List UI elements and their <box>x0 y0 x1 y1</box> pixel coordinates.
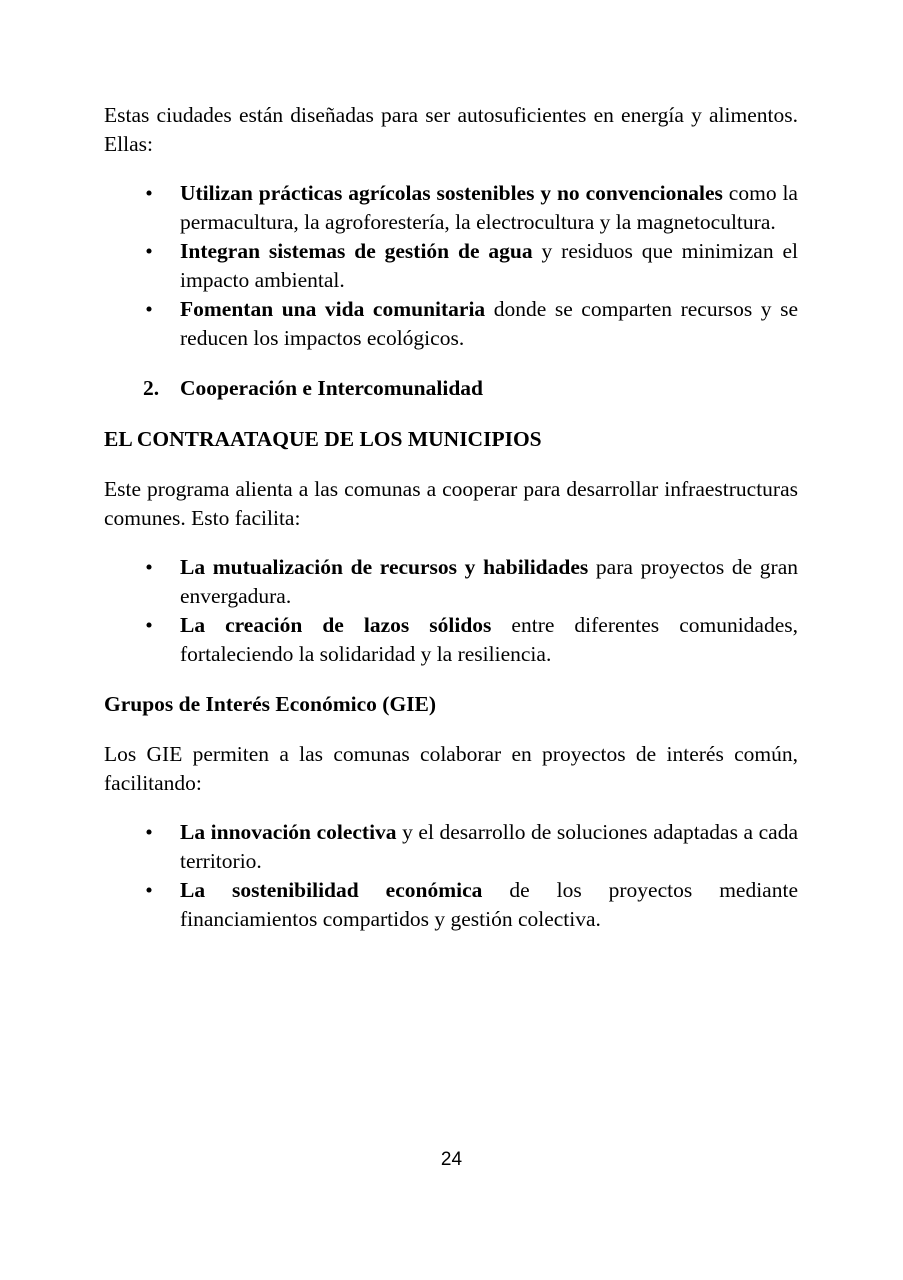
list-item-rest: donde se comparten recursos y se reducen los impactos ecológicos. <box>180 297 798 350</box>
list-item-lead: Utilizan prácticas agrícolas sostenibles y no convencionales <box>180 181 723 205</box>
bullet-list-gie <box>104 818 798 934</box>
list-item <box>104 553 798 611</box>
list-item <box>104 818 798 876</box>
bullet-icon: • <box>145 297 153 321</box>
list-item-rest: y el desarrollo de soluciones adaptadas a cada territorio. <box>180 820 799 873</box>
list-item-lead: Integran sistemas de gestión de agua <box>180 239 533 263</box>
subsection-heading: Grupos de Interés Económico (GIE) <box>104 692 437 716</box>
list-item-rest: para proyectos de gran envergadura. <box>180 555 799 608</box>
list-item <box>104 237 798 295</box>
bullet-list-cooperation <box>104 553 798 669</box>
numbered-heading-text: Cooperación e Intercomunalidad <box>180 376 483 400</box>
list-item-lead: La sostenibilidad económica <box>180 878 483 902</box>
intro-paragraph: Estas ciudades están diseñadas para ser autosuficientes en energía y alimentos. Ellas: <box>104 103 798 156</box>
list-item-rest: entre diferentes comunidades, fortaleciendo la solidaridad y la resiliencia. <box>180 613 799 666</box>
bullet-icon: • <box>145 555 153 579</box>
list-item-lead: La creación de lazos sólidos <box>180 613 492 637</box>
list-item-lead: Fomentan una vida comunitaria <box>180 297 486 321</box>
page-number-footer: 24 <box>440 1149 463 1170</box>
paragraph-two: Este programa alienta a las comunas a cooperar para desarrollar infraestructuras comunes. Esto facilita: <box>104 477 798 530</box>
numbered-heading-list <box>104 374 798 403</box>
list-item <box>104 611 798 669</box>
list-item <box>104 876 798 934</box>
list-item-rest: de los proyectos mediante financiamientos compartidos y gestión colectiva. <box>180 878 798 931</box>
bullet-icon: • <box>145 239 153 263</box>
list-item-rest: y residuos que minimizan el impacto ambiental. <box>180 239 798 292</box>
bullet-icon: • <box>145 820 153 844</box>
bullet-icon: • <box>145 878 153 902</box>
list-item <box>104 295 798 353</box>
page-content <box>104 101 798 955</box>
bullet-icon: • <box>145 613 153 637</box>
list-item <box>104 179 798 237</box>
bullet-list-sustainable-cities <box>104 179 798 353</box>
list-item-lead: La mutualización de recursos y habilidades <box>180 555 589 579</box>
list-item-lead: La innovación colectiva <box>180 820 397 844</box>
bullet-icon: • <box>145 181 153 205</box>
numbered-heading-item <box>104 374 798 403</box>
paragraph-three: Los GIE permiten a las comunas colaborar en proyectos de interés común, facilitando: <box>104 742 798 795</box>
section-heading: EL CONTRAATAQUE DE LOS MUNICIPIOS <box>104 427 542 451</box>
list-number-marker: 2. <box>143 376 160 400</box>
list-item-rest: como la permacultura, la agroforestería, la electrocultura y la magnetocultura. <box>180 181 798 234</box>
